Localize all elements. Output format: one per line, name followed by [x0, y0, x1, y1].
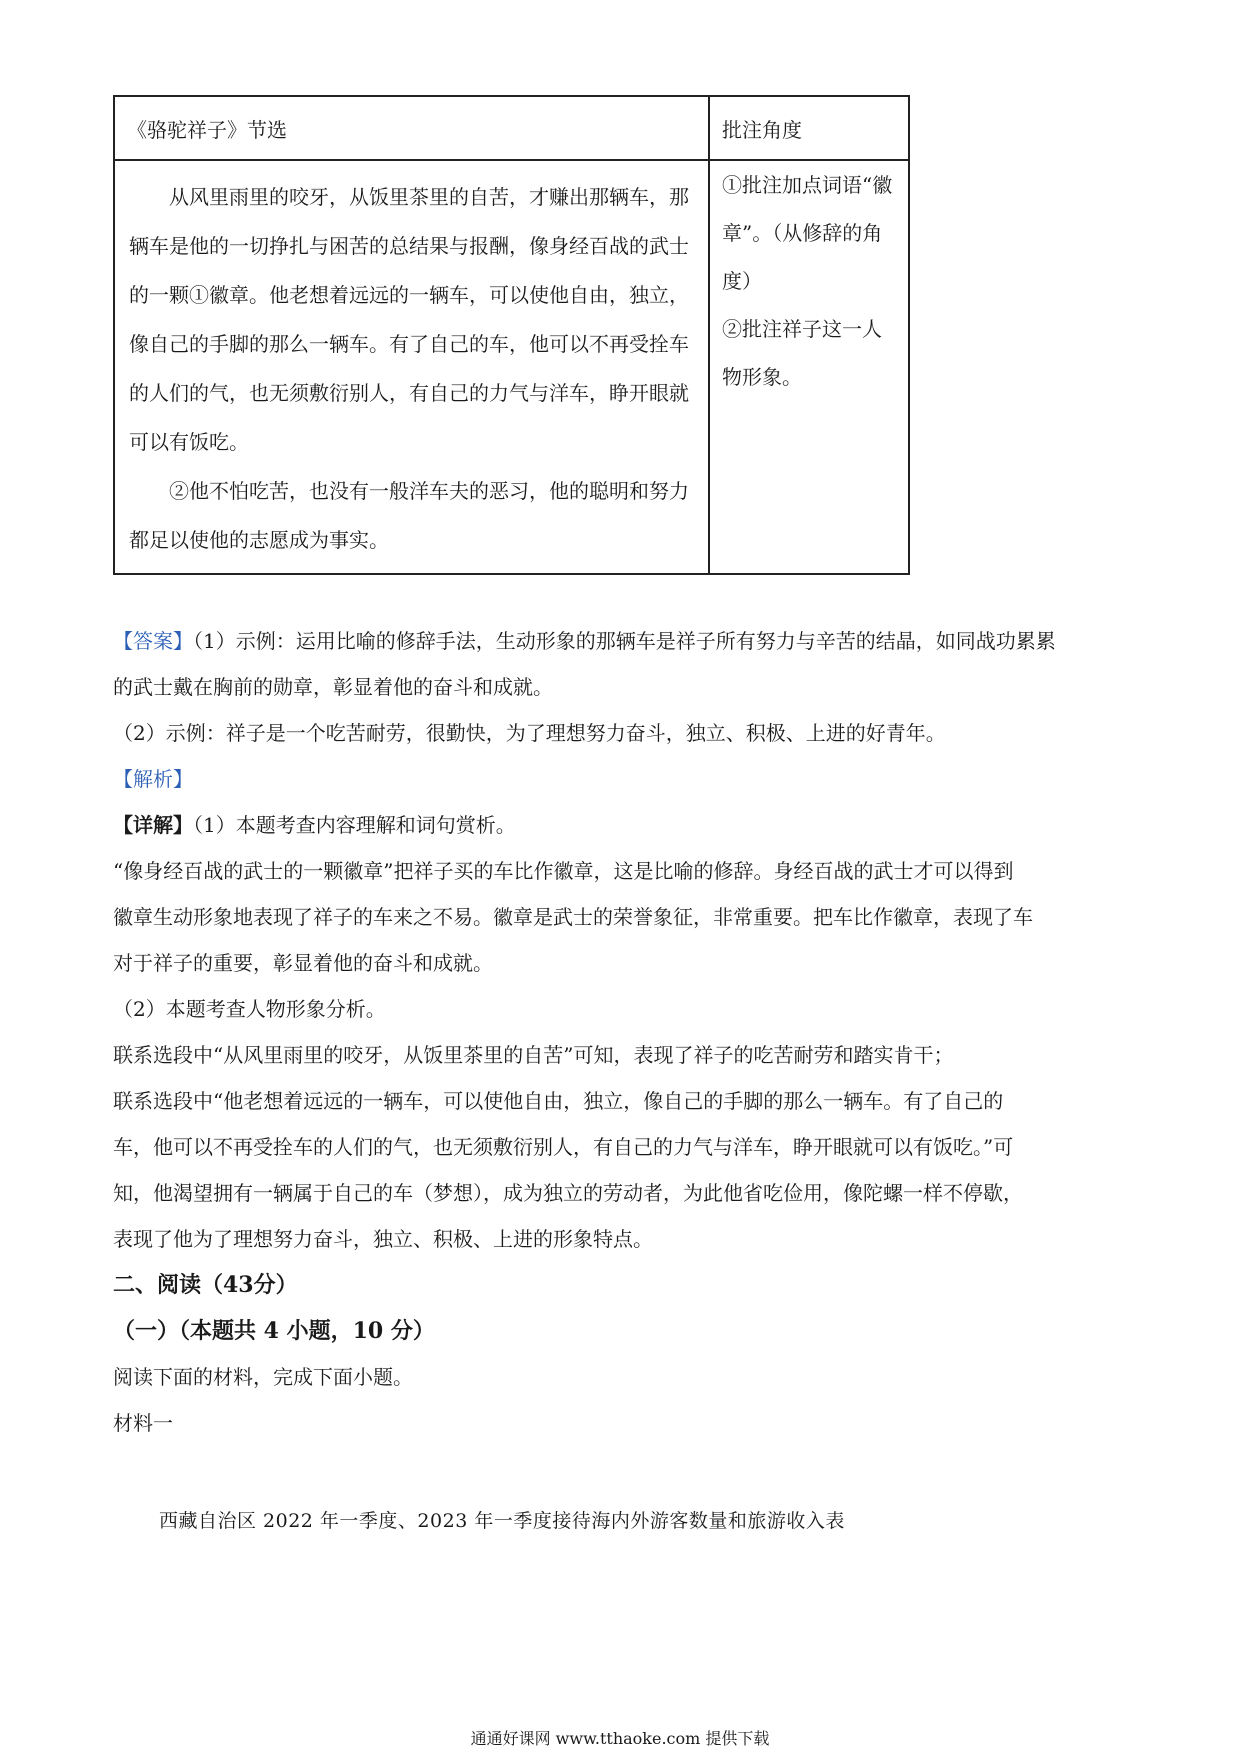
passage-cell — [114, 160, 709, 574]
analysis-line-6: 联系选段中“从风里雨里的咬牙，从饭里茶里的自苦”可知，表现了祥子的吃苦耐劳和踏实肯干； — [113, 1043, 954, 1067]
analysis-line-10: 表现了他为了理想努力奋斗，独立、积极、上进的形象特点。 — [113, 1227, 653, 1251]
answer-line-1: 【答案】（1）示例：运用比喻的修辞手法，生动形象的那辆车是祥子所有努力与辛苦的结晶，如同战功累累 — [113, 629, 1056, 653]
table-header-row — [114, 96, 909, 160]
section-subtitle: （一）（本题共 4 小题，10 分） — [113, 1318, 435, 1344]
annotation-table — [113, 95, 910, 575]
detail-line-1: 【详解】（1）本题考查内容理解和词句赏析。 — [113, 813, 516, 837]
analysis-line-9: 知，他渴望拥有一辆属于自己的车（梦想），成为独立的劳动者，为此他省吃俭用，像陀螺一样不停歇， — [113, 1181, 1023, 1205]
answer-line-3: （2）示例：祥子是一个吃苦耐劳，很勤快，为了理想努力奋斗，独立、积极、上进的好青年。 — [113, 721, 946, 745]
table-body-row — [114, 160, 909, 574]
answer-line-2: 的武士戴在胸前的勋章，彰显着他的奋斗和成就。 — [113, 675, 553, 699]
section-title: 二、阅读（43分） — [113, 1272, 298, 1298]
answer-section — [113, 618, 1123, 1446]
footer-text: 通通好课网 www.tthaoke.com 提供下载 — [470, 1729, 770, 1748]
table-header-angle: 批注角度 — [709, 96, 909, 160]
analysis-line-2: “像身经百战的武士的一颗徽章”把祥子买的车比作徽章，这是比喻的修辞。身经百战的武士才可以得到 — [113, 859, 1014, 883]
angle-cell — [709, 160, 909, 574]
analysis-line-5: （2）本题考查人物形象分析。 — [113, 997, 386, 1021]
passage-paragraph-1: 从风里雨里的咬牙，从饭里茶里的自苦，才赚出那辆车，那辆车是他的一切挣扎与困苦的总结果与报酬，像身经百战的武士的一颗①徽章。他老想着远远的一辆车，可以使他自由，独立，像自己的手脚的那么一辆车。有了自己的车，他可以不再受拴车的人们的气，也无须敷衍别人，有自己的力气与洋车，睁开眼就可以有饭吃。 — [129, 185, 689, 454]
answer-tag: 【答案】 — [113, 629, 193, 653]
material-label: 材料一 — [113, 1411, 173, 1435]
table-caption: 西藏自治区 2022 年一季度、2023 年一季度接待海内外游客数量和旅游收入表 — [159, 1510, 845, 1532]
instruction-text: 阅读下面的材料，完成下面小题。 — [113, 1365, 413, 1389]
table-header-passage: 《骆驼祥子》节选 — [114, 96, 709, 160]
detail-tag: 【详解】 — [113, 813, 193, 837]
passage-paragraph-2: ②他不怕吃苦，也没有一般洋车夫的恶习，他的聪明和努力都足以使他的志愿成为事实。 — [129, 479, 689, 552]
angle-item-1: ①批注加点词语“徽章”。（从修辞的角度） — [722, 173, 893, 293]
analysis-line-8: 车，他可以不再受拴车的人们的气，也无须敷衍别人，有自己的力气与洋车，睁开眼就可以有饭吃。”可 — [113, 1135, 1014, 1159]
analysis-line-7: 联系选段中“他老想着远远的一辆车，可以使他自由，独立，像自己的手脚的那么一辆车。有了自己的 — [113, 1089, 1004, 1113]
analysis-line-4: 对于祥子的重要，彰显着他的奋斗和成就。 — [113, 951, 493, 975]
angle-item-2: ②批注祥子这一人物形象。 — [722, 317, 882, 389]
analysis-line-3: 徽章生动形象地表现了祥子的车来之不易。徽章是武士的荣誉象征，非常重要。把车比作徽章，表现了车 — [113, 905, 1033, 929]
analysis-tag: 【解析】 — [113, 767, 193, 791]
